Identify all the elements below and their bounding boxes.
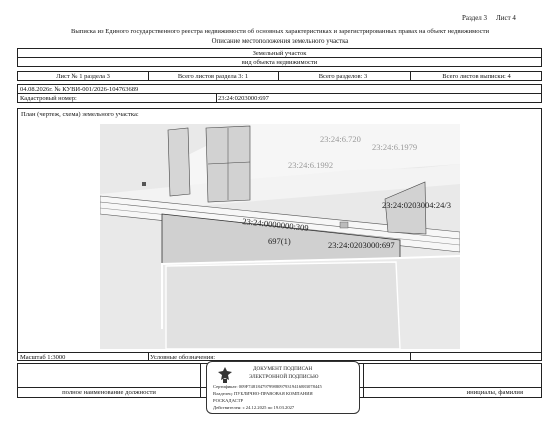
map-lower-parcel [166, 262, 400, 349]
document-info-table [17, 84, 542, 103]
cadastral-value: 23:24:0203000:697 [218, 95, 269, 102]
map-marker-1 [142, 182, 146, 186]
scale-legend-table [17, 352, 542, 361]
sheet-info-table [17, 71, 542, 81]
total-sheets: Всего листов выписки: 4 [442, 73, 511, 80]
map-label-3: 23:24:6.1992 [288, 160, 334, 170]
sheet-of-section: Лист № 1 раздела 3 [56, 73, 110, 80]
total-sections: Всего разделов: 3 [318, 73, 368, 80]
cadastral-map [100, 124, 460, 349]
cadastral-label: Кадастровый номер: [20, 95, 77, 102]
map-label-6: 697(1) [268, 236, 291, 246]
page-title: Выписка из Единого государственного реестра недвижимости об основных характеристиках и зарегистрированных правах на объект недвижимости [70, 28, 490, 35]
plan-title: План (чертеж, схема) земельного участка: [21, 111, 139, 118]
stamp-owner: Владелец: ПУБЛИЧНО-ПРАВОВАЯ КОМПАНИЯ [213, 391, 313, 396]
object-type-table [17, 48, 542, 67]
legend-label: Условные обозначения: [150, 354, 216, 360]
scale-label: Масштаб 1:3000 [20, 354, 66, 360]
position-label: полное наименование должности [62, 389, 156, 396]
emblem-icon [217, 366, 233, 384]
stamp-owner2: РОСКАДАСТР [213, 398, 244, 403]
section-number: Раздел 3 [462, 14, 488, 22]
object-type: Земельный участок [252, 50, 307, 57]
total-sheets-section: Всего листов раздела 3: 1 [177, 73, 249, 80]
stamp-line1: ДОКУМЕНТ ПОДПИСАН [253, 366, 313, 372]
e-signature-stamp [206, 361, 360, 414]
page-subtitle: Описание местоположения земельного участка [211, 38, 349, 45]
stamp-cert: Сертификат: 009F74818479799880979319416883078445 [213, 384, 322, 389]
map-marker-2 [340, 222, 348, 228]
map-label-7: 23:24:0203000:697 [328, 240, 395, 250]
map-label-1: 23:24:6.720 [320, 134, 361, 144]
stamp-valid: Действителен: с 24.12.2025 по 19.03.2027 [213, 405, 295, 410]
signature-label: инициалы, фамилия [466, 389, 523, 396]
object-kind-label: вид объекта недвижимости [241, 59, 318, 66]
map-label-2: 23:24:6.1979 [372, 142, 418, 152]
date-number: 04.08.2026г. № КУВИ-001/2026-104763689 [20, 86, 139, 93]
map-building-1 [168, 128, 190, 196]
map-label-4: 23:24:0203004:24/3 [382, 200, 451, 210]
sheet-number: Лист 4 [496, 14, 516, 22]
map-drawing [100, 124, 460, 349]
map-label-5: 23:24:0000000:309 [241, 216, 310, 233]
stamp-line2: ЭЛЕКТРОННОЙ ПОДПИСЬЮ [249, 374, 319, 380]
